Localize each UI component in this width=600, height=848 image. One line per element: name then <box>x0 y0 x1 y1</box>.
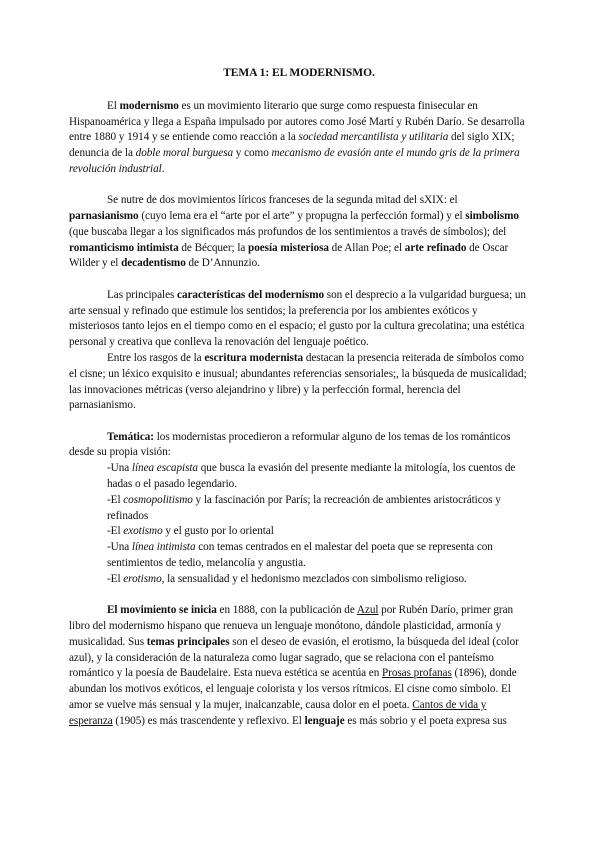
list-item: -Una línea intimista con temas centrados en el malestar del poeta que se representa con sentimientos de tedio, melancolía y angustia. <box>107 541 493 570</box>
term-movimiento: El movimiento se inicia <box>107 604 217 617</box>
list-item: -El cosmopolitismo y la fascinación por París; la recreación de ambientes aristocráticos y refinados <box>107 493 501 522</box>
term-lenguaje: lenguaje <box>304 714 345 727</box>
page-title: TEMA 1: EL MODERNISMO. <box>223 67 375 79</box>
term-poesia: poesía misteriosa <box>248 241 329 254</box>
term-parnasianismo: parnasianismo <box>69 210 139 223</box>
term-doble-moral: doble moral burguesa <box>135 147 234 160</box>
list-item: -El erotismo, la sensualidad y el hedonismo mezclados con simbolismo religioso. <box>107 572 467 585</box>
term-modernismo: modernismo <box>119 99 179 112</box>
document-page <box>69 66 529 729</box>
paragraph-movement: El movimiento se inicia en 1888, con la publicación de Azul por Rubén Darío, primer gran libro del modernismo hispano que renueva un lenguaje monótono, dándole plasticidad, armonía y musicalidad. Sus temas principales son el deseo de evasión, el erotismo, la búsqueda del ideal (color azul), y la consideración de la naturaleza como lugar sagrado, que se relaciona con el panteísmo romántico y la poesía de Baudelaire. Esta nueva estética se acentúa en Prosas profanas (1896), donde abundan los motivos exóticos, el lenguaje colorista y los versos rítmicos. El cisne como símbolo. El amor se vuelve más sensual y la mujer, inalcanzable, causa dolor en el poeta. Cantos de vida y esperanza (1905) es más trascendente y reflexivo. El lenguaje es más sobrio y el poeta expresa sus <box>69 604 519 727</box>
paragraph-tematica: Temática: los modernistas procedieron a reformular alguno de los temas de los románticos desde su propia visión: <box>69 430 511 459</box>
book-title-cantos: Cantos de vida y esperanza <box>69 698 487 727</box>
paragraph-intro: El modernismo es un movimiento literario que surge como respuesta finisecular en Hispanoamérica y llega a España impulsado por autores como José Martí y Rubén Darío. Se desarrolla entre 1880 y 1914 y se entiende como reacción a la sociedad mercantilista y utilitaria del siglo XIX; denuncia de la doble moral burguesa y como mecanismo de evasión ante el mundo gris de la primera revolución industrial. <box>69 99 525 175</box>
term-simbolismo: simbolismo <box>465 210 519 223</box>
list-item: -El exotismo y el gusto por lo oriental <box>107 525 274 538</box>
term-romanticismo: romanticismo intimista <box>69 241 179 254</box>
term-mecanismo: mecanismo de evasión ante el mundo gris de la primera revolución industrial <box>69 147 520 175</box>
book-title-azul: Azul <box>356 604 379 617</box>
paragraph-influences: Se nutre de dos movimientos líricos franceses de la segunda mitad del sXIX: el parnasianismo (cuyo lema era el “arte por el arte” y propugna la perfección formal) y el simbolismo (que buscaba llegar a los significados más profundos de los sentimientos a través de símbolos); del romanticismo intimista de Bécquer; la poesía misteriosa de Allan Poe; el arte refinado de Oscar Wilder y el decadentismo de D’Annunzio. <box>69 194 519 270</box>
list-item: -Una línea escapista que busca la evasión del presente mediante la mitología, los cuentos de hadas o el pasado legendario. <box>107 462 516 491</box>
term-escritura: escritura modernista <box>204 351 304 364</box>
term-decadentismo: decadentismo <box>121 257 186 270</box>
term-tematica: Temática: <box>107 430 154 443</box>
paragraph-characteristics: Las principales características del modernismo son el desprecio a la vulgaridad burguesa; un arte sensual y refinado que estimule los sentidos; la preferencia por los ambientes exóticos y misteriosos tanto lejos en el tiempo como en el espacio; el gusto por la cultura grecolatina; una estética personal y creativa que conlleva la renovación del lenguaje poético. <box>69 288 526 349</box>
book-title-prosas: Prosas profanas <box>381 667 452 680</box>
term-arte-refinado: arte refinado <box>404 241 467 254</box>
term-temas: temas principales <box>146 635 230 648</box>
paragraph-writing: Entre los rasgos de la escritura modernista destacan la presencia reiterada de símbolos como el cisne; un léxico exquisito e inusual; abundantes referencias sensoriales;, la búsqueda de musicalidad; las innovaciones métricas (verso alejandrino y libre) y la perfección formal, herencia del parnasianismo. <box>69 351 527 412</box>
term-sociedad: sociedad mercantilista y utilitaria <box>298 131 449 144</box>
term-caracteristicas: características del modernismo <box>177 288 325 301</box>
